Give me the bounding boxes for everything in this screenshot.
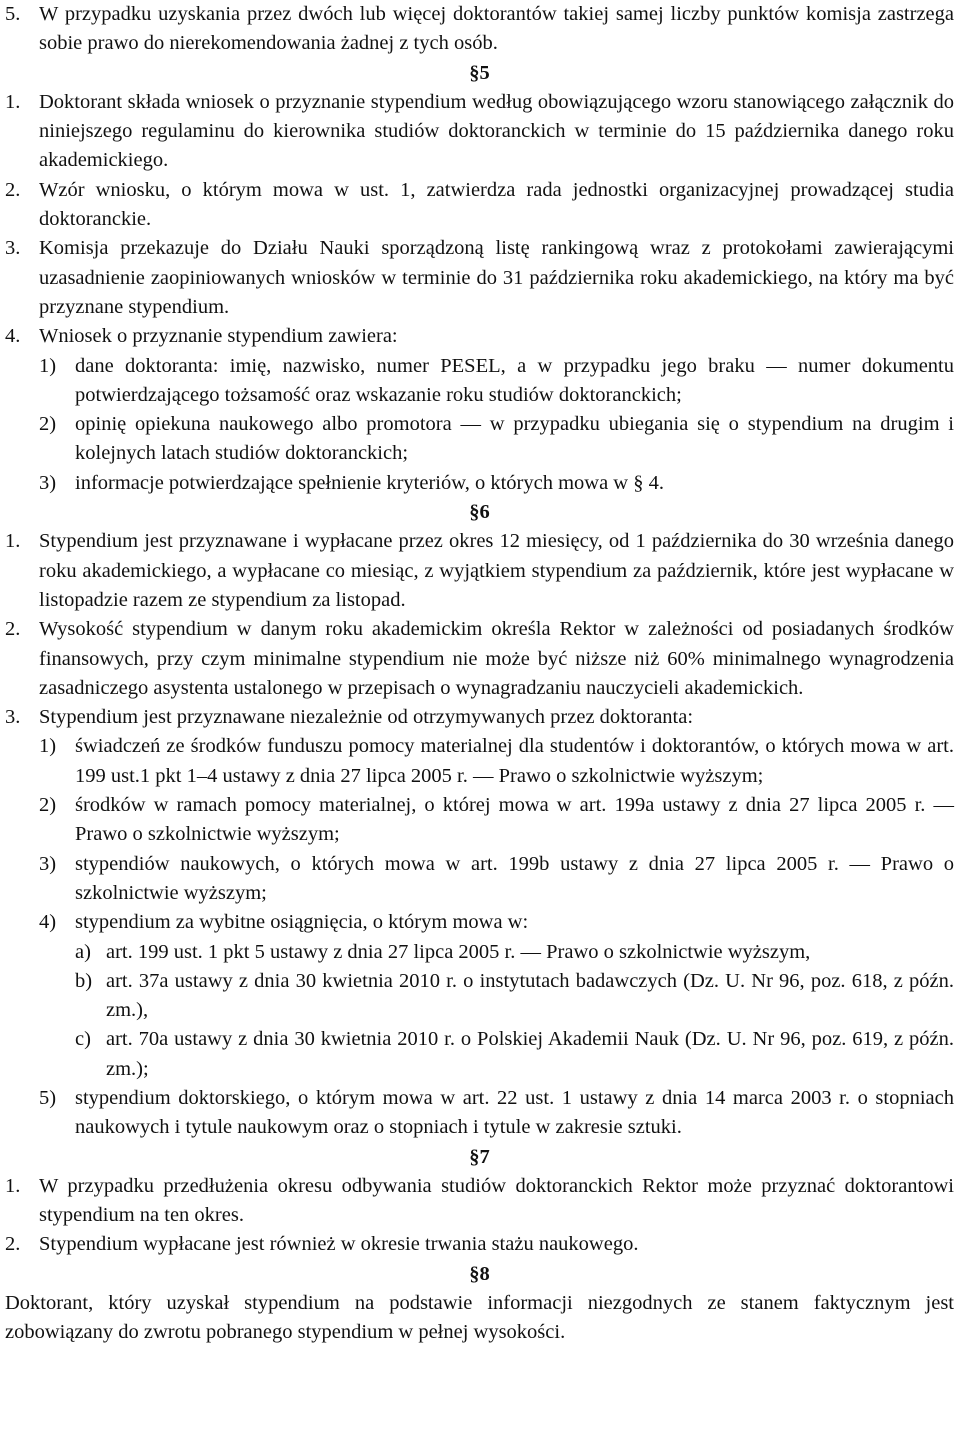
section-heading-6: §6 bbox=[469, 501, 490, 524]
item-number: 2. bbox=[5, 178, 21, 201]
letter-item-marker: b) bbox=[75, 969, 93, 992]
item-text: Stypendium wypłacane jest również w okresie trwania stażu naukowego. bbox=[39, 1233, 639, 1256]
item-number: 1. bbox=[5, 530, 21, 553]
sub-item-text: stypendiów naukowych, o których mowa w art. 199b ustawy z dnia 27 lipca 2005 r. ― Prawo o szkolnictwie wyższym; bbox=[75, 852, 954, 904]
item-number: 1. bbox=[5, 90, 21, 113]
sub-item-number: 1) bbox=[39, 354, 57, 377]
paragraph-item bbox=[5, 1172, 954, 1231]
paragraph-item bbox=[5, 0, 954, 59]
item-number: 1. bbox=[5, 1174, 21, 1197]
paragraph-item bbox=[5, 1230, 954, 1259]
letter-item-marker: a) bbox=[75, 940, 91, 963]
sub-item bbox=[5, 791, 954, 850]
letter-item bbox=[5, 967, 954, 1026]
sub-item-number: 3) bbox=[39, 471, 57, 494]
sub-item-text: opinię opiekuna naukowego albo promotora ― w przypadku ubiegania się o stypendium na drugim i kolejnych latach studiów doktoranckich; bbox=[75, 413, 954, 465]
letter-item bbox=[5, 938, 954, 967]
paragraph-item bbox=[5, 615, 954, 703]
sub-item bbox=[5, 1084, 954, 1143]
section-8-text: Doktorant, który uzyskał stypendium na podstawie informacji niezgodnych ze stanem faktycznym jest zobowiązany do zwrotu pobranego stypendium w pełnej wysokości. bbox=[5, 1292, 954, 1344]
section-heading-8: §8 bbox=[469, 1262, 490, 1285]
sub-item-text: środków w ramach pomocy materialnej, o której mowa w art. 199a ustawy z dnia 27 lipca 2005 r. ― Prawo o szkolnictwie wyższym; bbox=[75, 794, 954, 846]
paragraph-item bbox=[5, 527, 954, 615]
item-number: 2. bbox=[5, 1233, 21, 1256]
item-text: W przypadku przedłużenia okresu odbywania studiów doktoranckich Rektor może przyznać doktorantowi stypendium na ten okres. bbox=[39, 1174, 954, 1227]
item-text: Wzór wniosku, o którym mowa w ust. 1, zatwierdza rada jednostki organizacyjnej prowadzącej studia doktoranckie. bbox=[39, 178, 954, 231]
letter-item-text: art. 199 ust. 1 pkt 5 ustawy z dnia 27 lipca 2005 r. ― Prawo o szkolnictwie wyższym, bbox=[106, 940, 811, 963]
item-number: 3. bbox=[5, 237, 21, 260]
sub-item-number: 2) bbox=[39, 413, 57, 436]
sub-item-number: 3) bbox=[39, 852, 57, 875]
sub-item bbox=[5, 732, 954, 791]
paragraph-item bbox=[5, 703, 954, 732]
paragraph-item bbox=[5, 234, 954, 322]
item-number: 5. bbox=[5, 3, 21, 25]
sub-item-text: dane doktoranta: imię, nazwisko, numer PESEL, a w przypadku jego braku ― numer dokumentu potwierdzającego tożsamość oraz wskazanie roku studiów doktoranckich; bbox=[75, 354, 954, 406]
item-text: W przypadku uzyskania przez dwóch lub więcej doktorantów takiej samej liczby punktów komisja zastrzega sobie prawo do nierekomendowania żadnej z tych osób. bbox=[39, 3, 954, 55]
section-heading-5: §5 bbox=[469, 61, 490, 84]
letter-item-marker: c) bbox=[75, 1028, 91, 1051]
item-text: Stypendium jest przyznawane niezależnie od otrzymywanych przez doktoranta: bbox=[39, 706, 694, 729]
item-text: Doktorant składa wniosek o przyznanie stypendium według obowiązującego wzoru stanowiącego załącznik do niniejszego regulaminu do kierownika studiów doktoranckich w terminie do 15 października danego roku akademickiego. bbox=[39, 90, 954, 172]
item-text: Stypendium jest przyznawane i wypłacane przez okres 12 miesięcy, od 1 października do 30 września danego roku akademickiego, a wypłacane co miesiąc, z wyjątkiem stypendium za październik, które jest wypłacane w listopadzie razem ze stypendium za listopad. bbox=[39, 530, 954, 611]
letter-item-text: art. 37a ustawy z dnia 30 kwietnia 2010 r. o instytutach badawczych (Dz. U. Nr 96, poz. 618, z późn. zm.), bbox=[106, 969, 954, 1022]
sub-item bbox=[5, 908, 954, 937]
sub-item bbox=[5, 410, 954, 469]
letter-item-text: art. 70a ustawy z dnia 30 kwietnia 2010 r. o Polskiej Akademii Nauk (Dz. U. Nr 96, poz. 619, z późn. zm.); bbox=[106, 1028, 954, 1080]
sub-item bbox=[5, 352, 954, 411]
paragraph-item bbox=[5, 88, 954, 176]
item-text: Komisja przekazuje do Działu Nauki sporządzoną listę rankingową wraz z protokołami zawierającymi uzasadnienie zaopiniowanych wniosków w terminie do 31 października roku akademickiego, na który ma być przyznane stypendium. bbox=[39, 237, 954, 318]
sub-item bbox=[5, 469, 954, 498]
item-text: Wniosek o przyznanie stypendium zawiera: bbox=[39, 325, 398, 348]
sub-item-number: 5) bbox=[39, 1086, 57, 1109]
sub-item-text: stypendium za wybitne osiągnięcia, o którym mowa w: bbox=[75, 911, 529, 934]
section-heading-7: §7 bbox=[469, 1145, 490, 1168]
sub-item-number: 1) bbox=[39, 735, 57, 758]
item-number: 3. bbox=[5, 706, 21, 729]
item-number: 4. bbox=[5, 325, 21, 348]
paragraph-item bbox=[5, 176, 954, 235]
sub-item-number: 2) bbox=[39, 794, 57, 817]
sub-item-text: świadczeń ze środków funduszu pomocy materialnej dla studentów i doktorantów, o których mowa w art. 199 ust.1 pkt 1–4 ustawy z dnia 27 lipca 2005 r. ― Prawo o szkolnictwie wyższym; bbox=[75, 735, 954, 787]
sub-item bbox=[5, 850, 954, 909]
item-number: 2. bbox=[5, 618, 21, 641]
sub-item-number: 4) bbox=[39, 911, 57, 934]
letter-item bbox=[5, 1025, 954, 1084]
sub-item-text: informacje potwierdzające spełnienie kryteriów, o których mowa w § 4. bbox=[75, 471, 664, 494]
sub-item-text: stypendium doktorskiego, o którym mowa w art. 22 ust. 1 ustawy z dnia 14 marca 2003 r. o stopniach naukowych i tytule naukowym oraz o stopniach i tytule w zakresie sztuki. bbox=[75, 1086, 954, 1139]
paragraph-item bbox=[5, 322, 954, 351]
item-text: Wysokość stypendium w danym roku akademickim określa Rektor w zależności od posiadanych środków finansowych, przy czym minimalne stypendium nie może być niższe niż 60% minimalnego wynagrodzenia zasadniczego asystenta ustalonego w przepisach o wynagradzaniu nauczycieli akademickich. bbox=[39, 618, 954, 699]
